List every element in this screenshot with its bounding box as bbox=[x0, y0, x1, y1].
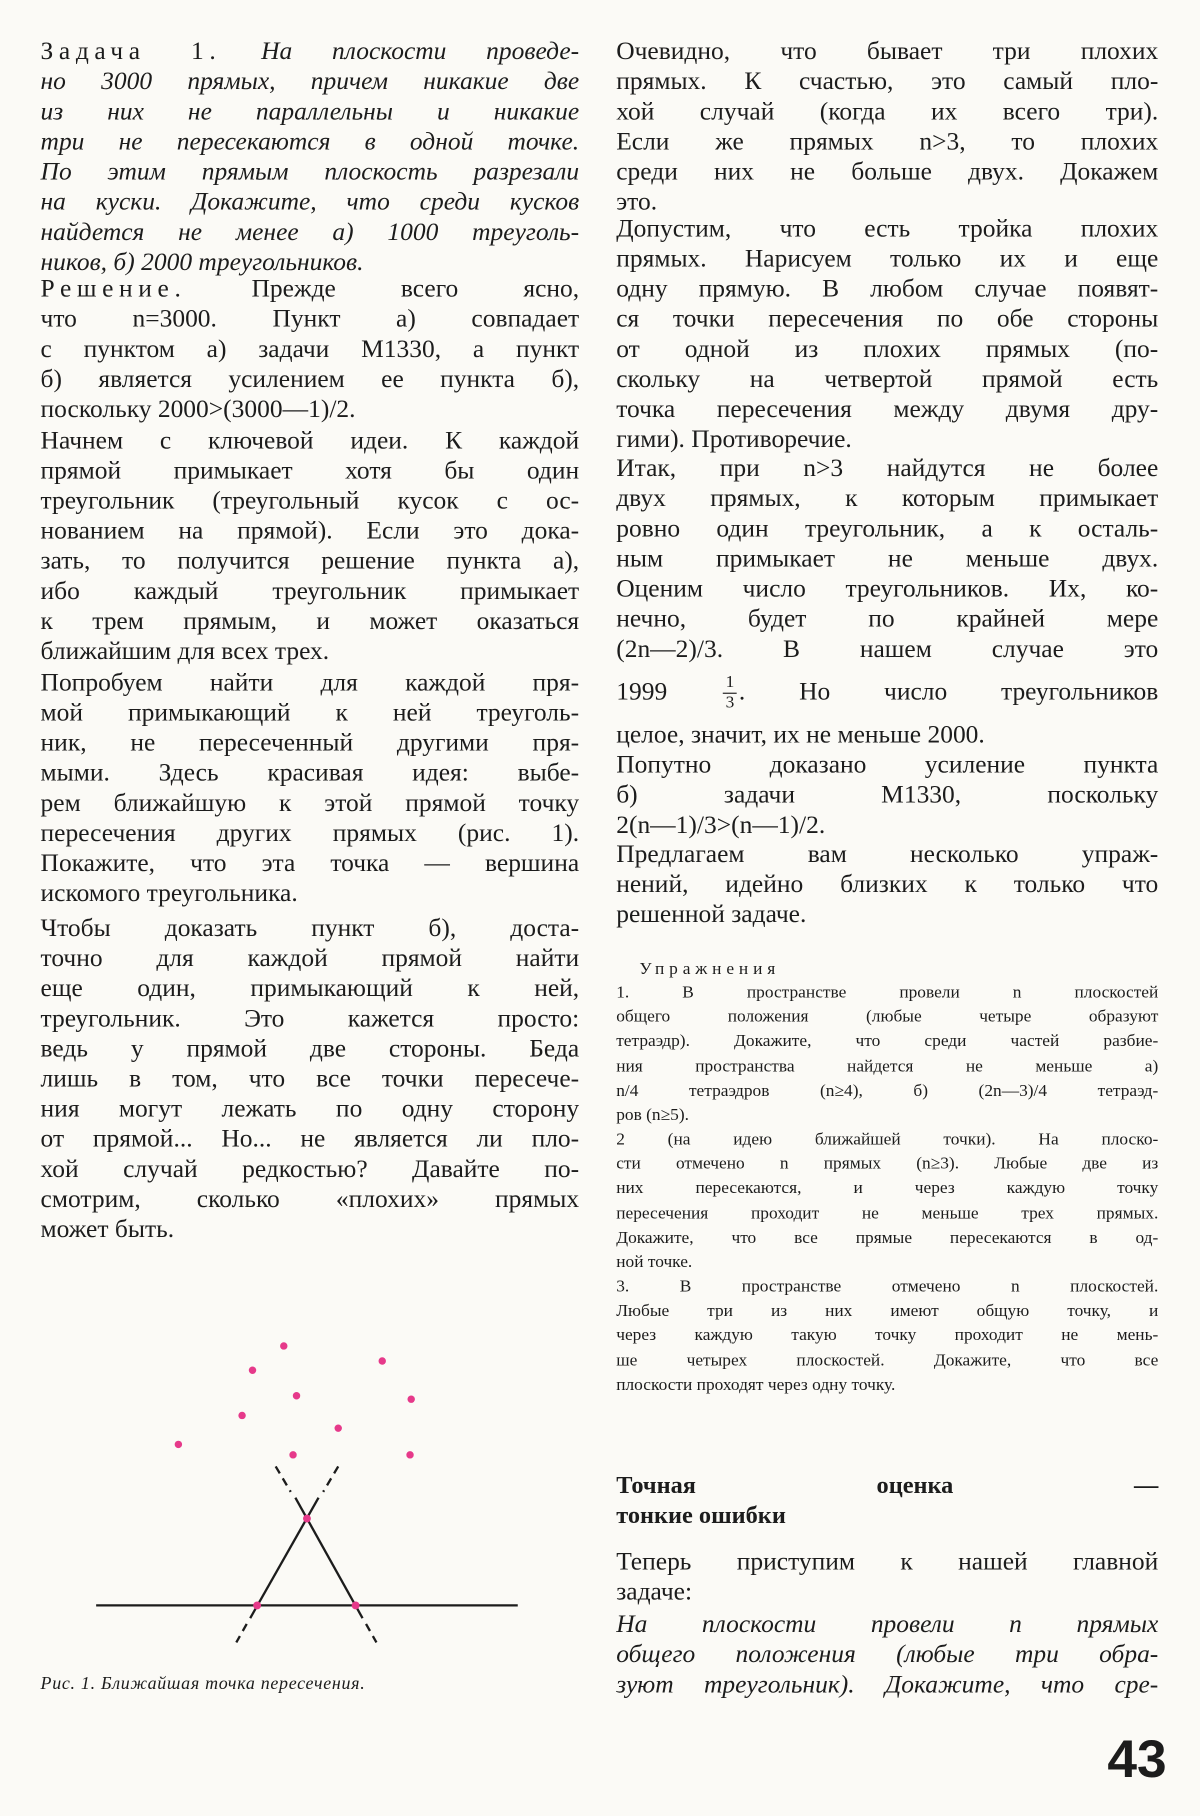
figure-caption: Рис. 1. Ближайшая точка пересечения. bbox=[40, 1673, 366, 1694]
text-line: ведь у прямой две стороны. Беда bbox=[40, 1033, 580, 1063]
text-line: Допустим, что есть тройка плохих bbox=[616, 213, 1159, 243]
text-line: Докажите, что все прямые пересекаются в од- bbox=[616, 1228, 1159, 1248]
text-line: целое, значит, их не меньше 2000. bbox=[616, 719, 985, 749]
exercise-2 bbox=[616, 1128, 1158, 1275]
text-line: хой случай (когда их всего три). bbox=[616, 96, 1159, 126]
text-line: искомого треугольника. bbox=[40, 877, 298, 907]
text-line: Теперь приступим к нашей главной bbox=[616, 1546, 1159, 1576]
text-line: 2(n—1)/3>(n—1)/2. bbox=[616, 809, 826, 839]
text-line: На плоскости провели n прямых bbox=[616, 1608, 1159, 1638]
text-line: к трем прямым, и может оказаться bbox=[40, 605, 580, 635]
text-line: 2 (на идею ближайшей точки). На плоско- bbox=[616, 1130, 1159, 1150]
line-text: Прежде всего ясно, bbox=[251, 273, 580, 303]
text-line: лишь в том, что все точки пересече- bbox=[40, 1063, 580, 1093]
text-line: от прямой... Но... не является ли пло- bbox=[40, 1123, 580, 1153]
text-line: ше четырех плоскостей. Докажите, что все bbox=[616, 1351, 1159, 1370]
run-in-label: Задача 1. bbox=[40, 35, 222, 65]
figure-closest-intersection bbox=[93, 1332, 533, 1656]
text-line: нованием на прямой). Если это дока- bbox=[40, 515, 580, 545]
text-line: них пересекаются, и через каждую точку bbox=[616, 1179, 1159, 1199]
exercise-3 bbox=[616, 1275, 1158, 1398]
text-line: но 3000 прямых, причем никакие две bbox=[40, 66, 580, 95]
intersection-point bbox=[249, 1367, 256, 1374]
text-line: Точная оценка — bbox=[616, 1471, 1159, 1499]
line-text: На плоскости проведе- bbox=[261, 35, 580, 65]
text-line: прямых. К счастью, это самый пло- bbox=[616, 66, 1159, 95]
text-line: нений, идейно близких к только что bbox=[616, 868, 1159, 898]
text-line: б) задачи М1330, поскольку bbox=[616, 779, 1159, 809]
left-paragraph-3 bbox=[41, 425, 580, 666]
text-line: пересечения проходит не меньше трех прямых. bbox=[616, 1204, 1159, 1223]
page-number: 43 bbox=[1107, 1728, 1167, 1789]
text-line: три не пересекаются в одной точке. bbox=[40, 126, 580, 156]
text-line: ник, не пересеченный другими пря- bbox=[40, 727, 580, 757]
text-line: плоскости проходят через одну точку. bbox=[616, 1375, 896, 1395]
text-line: пересечения других прямых (рис. 1). bbox=[40, 817, 580, 847]
text-line: 3. В пространстве отмечено n плоскостей. bbox=[616, 1277, 1159, 1297]
text-line: общего положения (любые три обра- bbox=[616, 1638, 1159, 1668]
text-line: зуют треугольник). Докажите, что сре- bbox=[616, 1669, 1159, 1699]
text-line: (2n—2)/3. В нашем случае это bbox=[616, 633, 1159, 663]
text-line: скольку на четвертой прямой есть bbox=[616, 363, 1159, 393]
triangle-base-left-point bbox=[253, 1601, 261, 1609]
line-b-dashed-bottom bbox=[236, 1624, 246, 1643]
left-paragraph-1 bbox=[41, 36, 580, 277]
text-line: может быть. bbox=[40, 1213, 175, 1243]
text-line: Если же прямых n>3, то плохих bbox=[616, 126, 1159, 156]
text-line: тонкие ошибки bbox=[616, 1501, 786, 1529]
text-line: По этим прямым плоскость разрезали bbox=[40, 156, 580, 186]
text-line: еще один, примыкающий к ней, bbox=[40, 972, 580, 1002]
text-line: треугольник. Это кажется просто: bbox=[40, 1003, 580, 1033]
intersection-point bbox=[280, 1342, 287, 1349]
text-line: мыми. Здесь красивая идея: выбе- bbox=[40, 757, 580, 787]
text-line: поскольку 2000>(3000—1)/2. bbox=[40, 393, 356, 423]
intersection-point bbox=[379, 1357, 386, 1364]
text-line: задаче: bbox=[616, 1576, 693, 1606]
text-line: из них не параллельны и никакие bbox=[40, 96, 580, 126]
text-line: Оценим число треугольников. Их, ко- bbox=[616, 573, 1159, 603]
text-line: хой случай редкостью? Давайте по- bbox=[40, 1153, 580, 1183]
intersection-point bbox=[238, 1412, 245, 1419]
text-line: ся точки пересечения по обе стороны bbox=[616, 303, 1159, 333]
text-line bbox=[41, 36, 580, 66]
text-line: ния пространства найдется не меньше а) bbox=[616, 1057, 1159, 1076]
text-line: Покажите, что эта точка — вершина bbox=[40, 847, 580, 877]
intersection-point bbox=[406, 1451, 413, 1458]
text-line: точно для каждой прямой найти bbox=[40, 942, 580, 972]
text-line: Чтобы доказать пункт б), доста- bbox=[40, 912, 580, 942]
text-line bbox=[41, 273, 580, 303]
right-paragraph-2 bbox=[616, 213, 1158, 454]
line-a-dashed-top bbox=[276, 1466, 291, 1491]
text-line: Предлагаем вам несколько упраж- bbox=[616, 838, 1159, 868]
text-line: ближайшим для всех трех. bbox=[40, 635, 330, 665]
text-line: что n=3000. Пункт а) совпадает bbox=[40, 303, 580, 333]
text-line: ибо каждый треугольник примыкает bbox=[40, 575, 580, 605]
left-paragraph-4 bbox=[41, 667, 580, 908]
left-paragraph-2 bbox=[41, 273, 580, 424]
text-line: сти отмечено n прямых (n≥3). Любые две из bbox=[616, 1155, 1159, 1174]
intersection-point bbox=[289, 1451, 296, 1458]
fraction-denominator: 3 bbox=[725, 694, 735, 713]
text-line: через каждую такую точку проходит не мень- bbox=[616, 1326, 1159, 1346]
right-paragraph-4 bbox=[616, 749, 1158, 839]
text-line: двух прямых, к которым примыкает bbox=[616, 483, 1159, 512]
text-line bbox=[616, 664, 1158, 720]
run-in-label: Решение. bbox=[40, 273, 187, 303]
intersection-point bbox=[293, 1392, 300, 1399]
text-line: Попутно доказано усиление пункта bbox=[616, 749, 1159, 779]
text-line: гими). Противоречие. bbox=[616, 423, 852, 453]
text-line: нечно, будет по крайней мере bbox=[616, 603, 1159, 633]
text-line: найдется не менее а) 1000 треуголь- bbox=[40, 216, 580, 246]
text-line: ровно один треугольник, а к осталь- bbox=[616, 513, 1159, 543]
text-line: точка пересечения между двумя дру- bbox=[616, 393, 1159, 423]
fraction-whole: 1999 bbox=[616, 676, 668, 706]
text-line: 1. В пространстве провели n плоскостей bbox=[616, 983, 1159, 1002]
text-line: ным примыкает не меньше двух. bbox=[616, 543, 1159, 573]
text-line: Итак, при n>3 найдутся не более bbox=[616, 452, 1159, 482]
text-line: с пунктом а) задачи М1330, а пункт bbox=[40, 333, 580, 363]
problem-statement bbox=[616, 1609, 1158, 1699]
right-paragraph-1 bbox=[616, 36, 1158, 217]
text-line: смотрим, сколько «плохих» прямых bbox=[40, 1183, 580, 1213]
section-paragraph-1 bbox=[616, 1546, 1158, 1606]
fraction bbox=[723, 673, 736, 714]
right-paragraph-5 bbox=[616, 839, 1158, 929]
text-line: среди них не больше двух. Докажем bbox=[616, 156, 1159, 186]
intersection-point bbox=[335, 1424, 342, 1431]
text-line: б) является усилением ее пункта б), bbox=[40, 363, 580, 393]
text-line: ния могут лежать по одну сторону bbox=[40, 1093, 580, 1123]
text-line: ров (n≥5). bbox=[616, 1106, 689, 1125]
text-line: рем ближайшую к этой прямой точку bbox=[40, 787, 580, 817]
line-a-dashed-bottom bbox=[366, 1624, 376, 1643]
text-line: тетраэдр). Докажите, что среди частей разбие- bbox=[616, 1032, 1159, 1052]
text-line: от одной из плохих прямых (по- bbox=[616, 333, 1159, 363]
section-heading bbox=[616, 1470, 1158, 1530]
text-line: ной точке. bbox=[616, 1253, 693, 1272]
triangle-apex-point bbox=[303, 1515, 311, 1523]
text-line: прямой примыкает хотя бы один bbox=[40, 455, 580, 485]
intersection-point bbox=[175, 1441, 182, 1448]
text-line: общего положения (любые четыре образуют bbox=[616, 1007, 1159, 1027]
text-line: одну прямую. В любом случае появят- bbox=[616, 273, 1159, 303]
text-line: мой примыкающий к ней треуголь- bbox=[40, 697, 580, 727]
text-line: решенной задаче. bbox=[616, 898, 807, 928]
text-line: Попробуем найти для каждой пря- bbox=[40, 667, 580, 697]
line-text: . Но число треугольников bbox=[738, 676, 1159, 706]
text-line: треугольник (треугольный кусок с ос- bbox=[40, 485, 580, 515]
right-paragraph-3 bbox=[616, 453, 1158, 750]
text-line: прямых. Нарисуем только их и еще bbox=[616, 243, 1159, 273]
text-line: Любые три из них имеют общую точку, и bbox=[616, 1302, 1159, 1321]
fraction-numerator: 1 bbox=[723, 673, 736, 694]
line-b-dashed-top bbox=[323, 1466, 338, 1491]
triangle-base-right-point bbox=[352, 1601, 360, 1609]
exercises-heading: Упражнения bbox=[639, 960, 781, 979]
left-paragraph-5 bbox=[41, 913, 580, 1244]
text-line: зать, то получится решение пункта а), bbox=[40, 545, 580, 575]
text-line: n/4 тетраэдров (n≥4), б) (2n—3)/4 тетраэд- bbox=[616, 1081, 1159, 1101]
exercise-1 bbox=[616, 981, 1158, 1128]
text-line: Очевидно, что бывает три плохих bbox=[616, 35, 1159, 65]
text-line: Начнем с ключевой идеи. К каждой bbox=[40, 425, 580, 455]
text-line: на куски. Докажите, что среди кусков bbox=[40, 186, 580, 216]
text-line: это. bbox=[616, 186, 658, 216]
intersection-point bbox=[407, 1396, 414, 1403]
text-line: ников, б) 2000 треугольников. bbox=[40, 246, 364, 276]
